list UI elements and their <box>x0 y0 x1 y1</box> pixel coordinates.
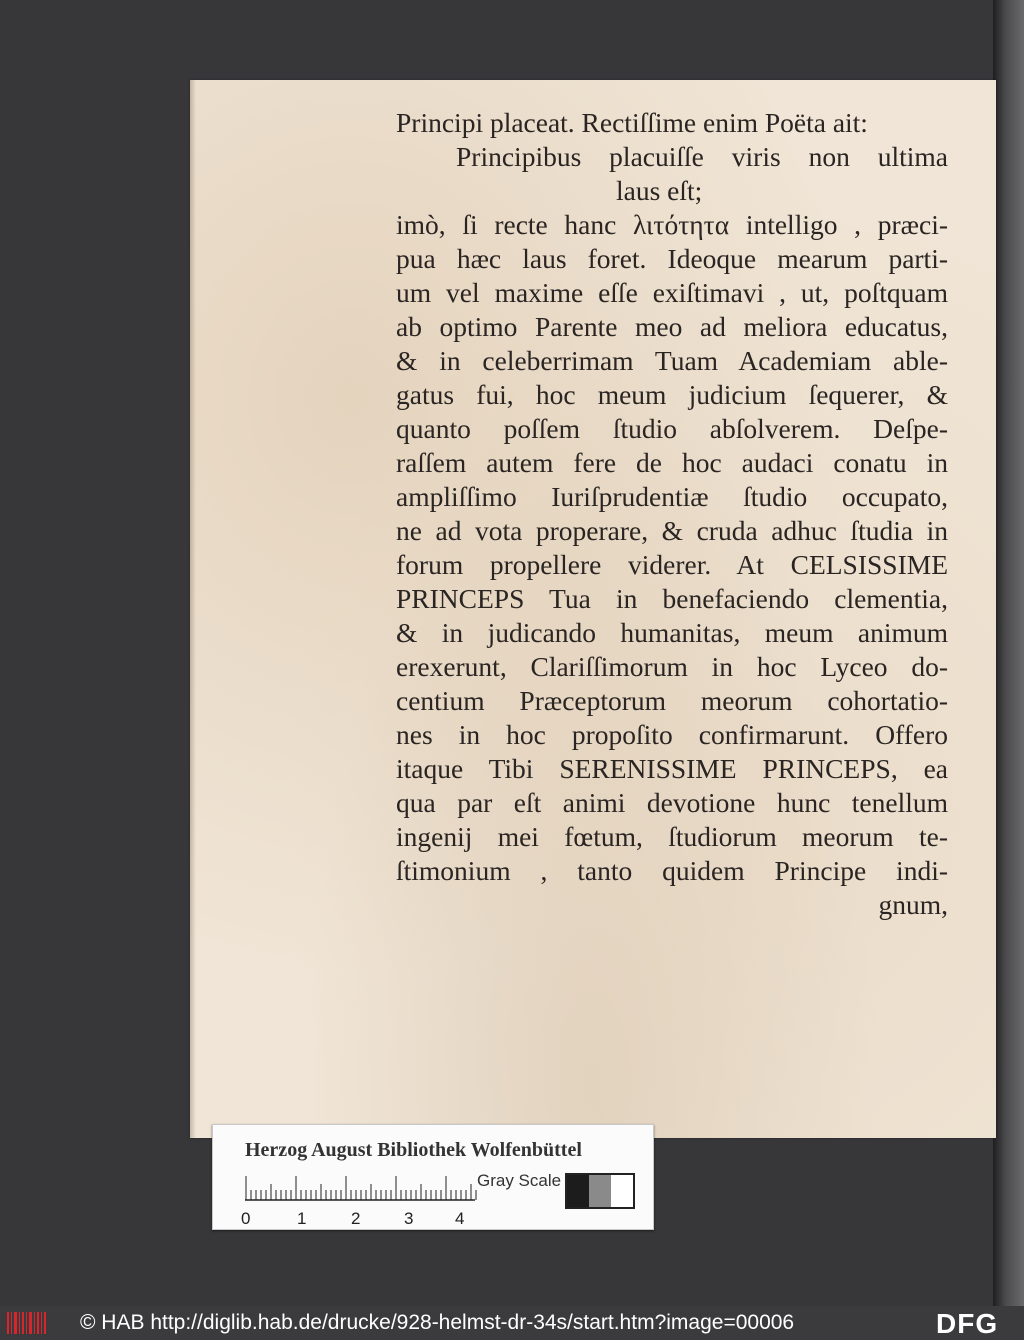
text-line: laus eſt; <box>616 175 703 206</box>
text-line: forum propellere viderer. At CELSISSIME <box>396 549 948 580</box>
text-line: & in celeberrimam Tuam Academiam able- <box>396 345 948 376</box>
text-line: Principi placeat. Rectiſſime enim Poëta ait: <box>396 107 868 138</box>
library-name: Herzog August Bibliothek Wolfenbüttel <box>245 1139 582 1161</box>
footer-bar <box>0 1306 1024 1340</box>
gray-swatch-light <box>611 1175 633 1207</box>
library-color-card <box>212 1124 654 1230</box>
text-line: itaque Tibi SERENISSIME PRINCEPS, ea <box>396 753 948 784</box>
gray-scale-swatches <box>565 1173 635 1209</box>
book-spine-edge <box>993 0 1024 1306</box>
text-line: qua par eſt animi devotione hunc tenellum <box>396 787 948 818</box>
text-line: ne ad vota properare, & cruda adhuc ſtudia in <box>396 515 948 546</box>
ruler-number: 2 <box>351 1209 361 1228</box>
measurement-ruler <box>245 1175 477 1201</box>
copyright-url[interactable]: © HAB http://diglib.hab.de/drucke/928-helmst-dr-34s/start.htm?image=00006 <box>80 1311 795 1334</box>
text-line: & in judicando humanitas, meum animum <box>396 617 948 648</box>
text-line: imò, ſi recte hanc λιτότητα intelligo , præci- <box>396 209 948 240</box>
text-line: ſtimonium , tanto quidem Principe indi- <box>396 855 948 886</box>
text-line: erexerunt, Clariſſimorum in hoc Lyceo do- <box>396 651 948 682</box>
text-line: raſſem autem fere de hoc audaci conatu in <box>396 447 948 478</box>
catchword: gnum, <box>878 889 948 920</box>
text-line: Principibus placuiſſe viris non ultima <box>456 141 948 172</box>
text-line: um vel maxime eſſe exiſtimavi , ut, poſtquam <box>396 277 948 308</box>
page-edge-shadow <box>190 80 196 1138</box>
gray-swatch-dark <box>567 1175 589 1207</box>
text-line: nes in hoc propoſito confirmarunt. Offero <box>396 719 948 750</box>
ruler-number: 3 <box>404 1209 414 1228</box>
text-line: ampliſſimo Iuriſprudentiæ ſtudio occupato, <box>396 481 948 512</box>
text-line: PRINCEPS Tua in benefaciendo clementia, <box>396 583 948 614</box>
text-line: ab optimo Parente meo ad meliora educatus, <box>396 311 948 342</box>
gray-swatch-mid <box>589 1175 611 1207</box>
ruler-number: 4 <box>455 1209 465 1228</box>
barcode-icon <box>6 1310 48 1336</box>
text-line: centium Præceptorum meorum cohortatio- <box>396 685 948 716</box>
ruler-number: 1 <box>297 1209 307 1228</box>
dfg-logo: DFG <box>936 1308 999 1339</box>
text-line: ingenij mei fœtum, ſtudiorum meorum te- <box>396 821 948 852</box>
text-line: gatus fui, hoc meum judicium ſequerer, & <box>396 379 948 410</box>
text-line: quanto poſſem ſtudio abſolverem. Deſpe- <box>396 413 948 444</box>
gray-scale-label: Gray Scale <box>477 1171 562 1190</box>
ruler-number: 0 <box>241 1209 251 1228</box>
text-line: pua hæc laus foret. Ideoque mearum parti- <box>396 243 948 274</box>
